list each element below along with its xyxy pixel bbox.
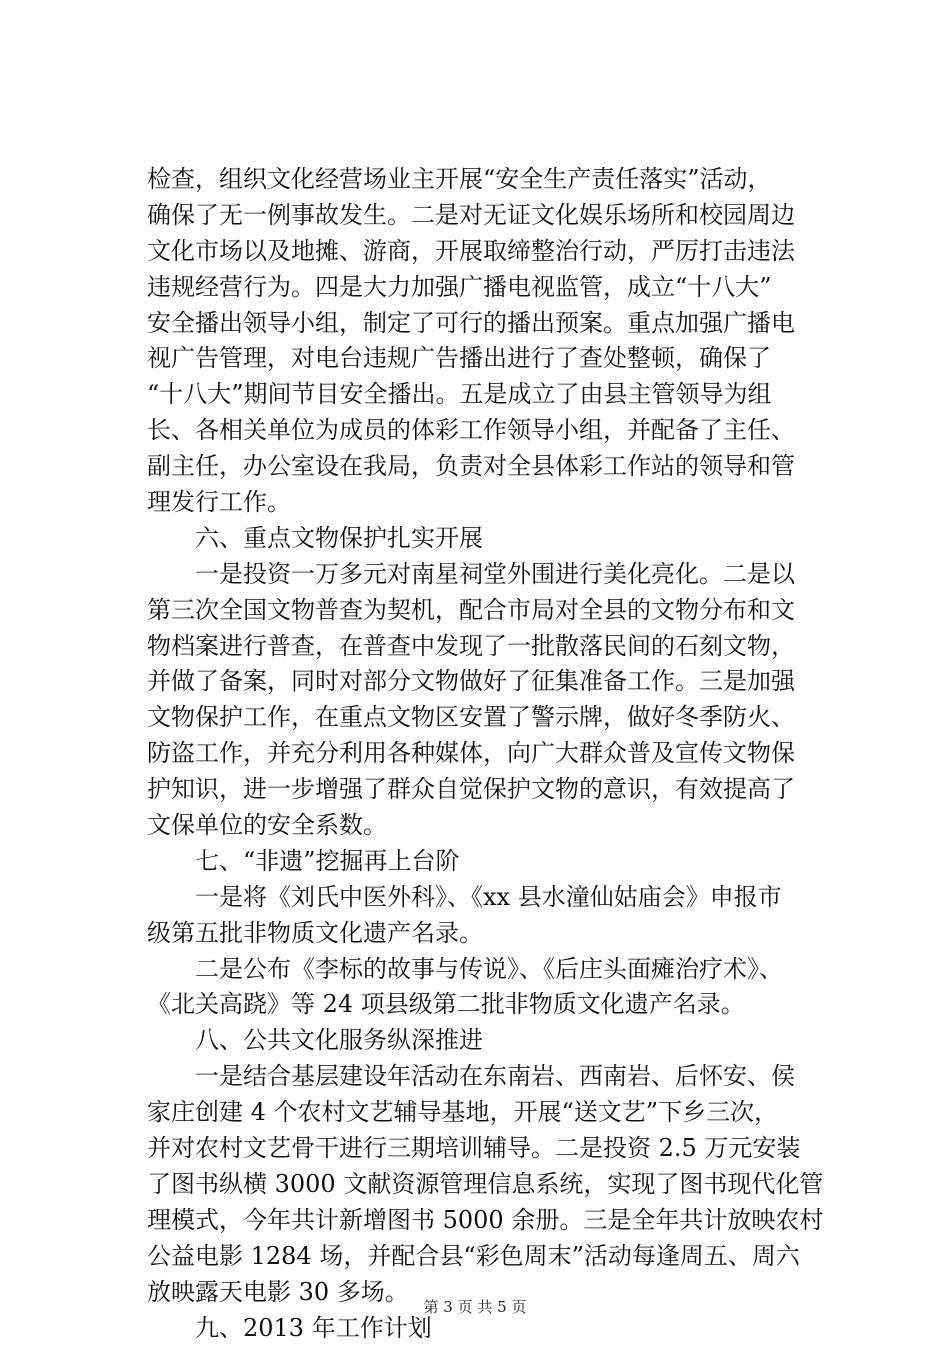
- text-line: 护知识，进一步增强了群众自觉保护文物的意识，有效提高了: [147, 772, 837, 808]
- text-line: 检查，组织文化经营场业主开展“安全生产责任落实”活动，: [147, 162, 837, 198]
- text-line: 违规经营行为。四是大力加强广播电视监管，成立“十八大”: [147, 270, 837, 306]
- text-line: 理发行工作。: [147, 485, 837, 521]
- text-line: 文保单位的安全系数。: [147, 808, 837, 844]
- text-line: 副主任，办公室设在我局，负责对全县体彩工作站的领导和管: [147, 449, 837, 485]
- text-line: 视广告管理，对电台违规广告播出进行了查处整顿，确保了: [147, 341, 837, 377]
- text-line: 放映露天电影 30 多场。: [147, 1275, 837, 1311]
- text-line: 安全播出领导小组，制定了可行的播出预案。重点加强广播电: [147, 306, 837, 342]
- page-footer: 第 3 页 共 5 页: [0, 1297, 950, 1317]
- text-line: 一是将《刘氏中医外科》、《xx 县水潼仙姑庙会》申报市: [147, 880, 837, 916]
- text-line: 文化市场以及地摊、游商，开展取缔整治行动，严厉打击违法: [147, 234, 837, 270]
- text-line: “十八大”期间节目安全播出。五是成立了由县主管领导为组: [147, 377, 837, 413]
- text-line: 公益电影 1284 场，并配合县“彩色周末”活动每逢周五、周六: [147, 1239, 837, 1275]
- text-line: 二是公布《李标的故事与传说》、《后庄头面瘫治疗术》、: [147, 952, 837, 988]
- text-line: 确保了无一例事故发生。二是对无证文化娱乐场所和校园周边: [147, 198, 837, 234]
- text-line: 长、各相关单位为成员的体彩工作领导小组，并配备了主任、: [147, 413, 837, 449]
- text-line: 物档案进行普查，在普查中发现了一批散落民间的石刻文物，: [147, 629, 837, 665]
- text-line: 家庄创建 4 个农村文艺辅导基地，开展“送文艺”下乡三次，: [147, 1095, 837, 1131]
- text-line: 第三次全国文物普查为契机，配合市局对全县的文物分布和文: [147, 593, 837, 629]
- text-line: 了图书纵横 3000 文献资源管理信息系统，实现了图书现代化管: [147, 1167, 837, 1203]
- text-line: 文物保护工作，在重点文物区安置了警示牌，做好冬季防火、: [147, 700, 837, 736]
- text-line: 并对农村文艺骨干进行三期培训辅导。二是投资 2.5 万元安装: [147, 1131, 837, 1167]
- text-line: 《北关高跷》等 24 项县级第二批非物质文化遗产名录。: [147, 987, 837, 1023]
- text-line: 一是投资一万多元对南星祠堂外围进行美化亮化。二是以: [147, 557, 837, 593]
- text-line: 八、公共文化服务纵深推进: [147, 1023, 837, 1059]
- text-line: 七、“非遗”挖掘再上台阶: [147, 844, 837, 880]
- text-line: 并做了备案，同时对部分文物做好了征集准备工作。三是加强: [147, 664, 837, 700]
- text-line: 级第五批非物质文化遗产名录。: [147, 916, 837, 952]
- text-line: 一是结合基层建设年活动在东南岩、西南岩、后怀安、侯: [147, 1059, 837, 1095]
- text-line: 理模式，今年共计新增图书 5000 余册。三是全年共计放映农村: [147, 1203, 837, 1239]
- text-line: 六、重点文物保护扎实开展: [147, 521, 837, 557]
- document-body: [147, 162, 837, 1346]
- text-line: 九、2013 年工作计划: [147, 1311, 837, 1346]
- text-line: 防盗工作，并充分利用各种媒体，向广大群众普及宣传文物保: [147, 736, 837, 772]
